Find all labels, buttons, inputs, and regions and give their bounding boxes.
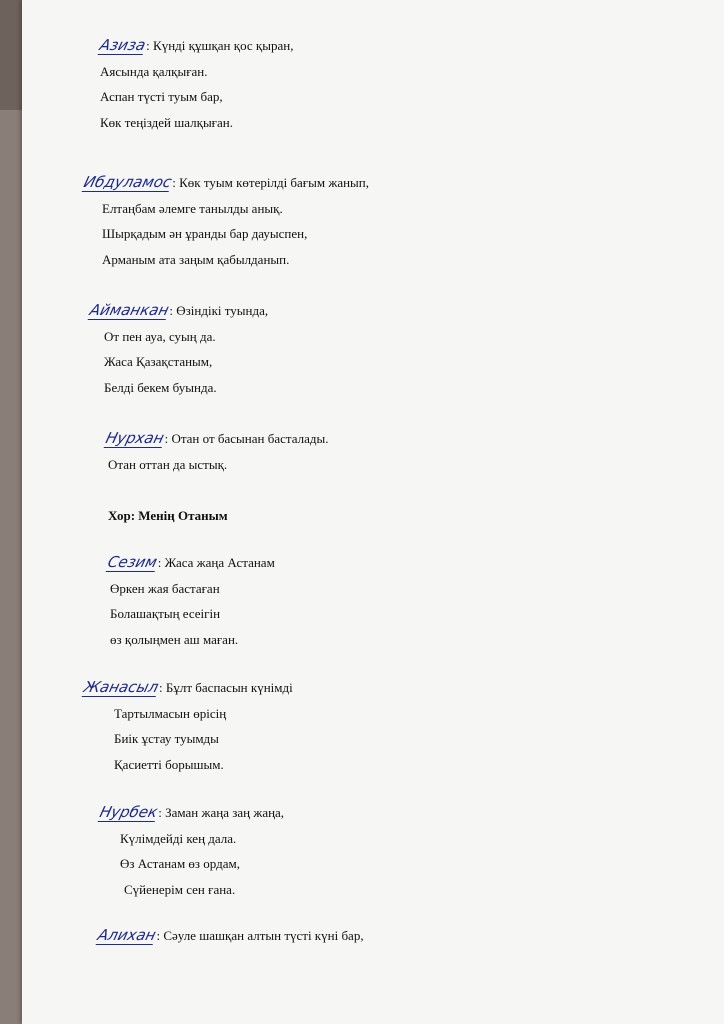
verse-line: Аспан түсті туым бар, [100, 89, 223, 104]
verse-line: Белді бекем буында. [104, 379, 217, 395]
paper-sheet [22, 0, 724, 1024]
verse-line: Өркен жая бастаған [110, 580, 220, 596]
stanza-8 [95, 923, 364, 949]
verse-text: Сәуле шашқан алтын түсті күні бар, [163, 928, 364, 943]
stanza-6 [81, 675, 293, 777]
verse-line: Өз Астанам өз ордам, [120, 856, 240, 871]
stanza-7 [97, 800, 285, 902]
stanza-3 [87, 298, 269, 400]
verse-text: Өзіндікі туында, [176, 303, 269, 318]
verse-line: Жаса Қазақстаным, [104, 354, 213, 369]
stanza-1 [97, 33, 294, 135]
speaker-signature: Алихан [95, 926, 158, 944]
verse-line [106, 477, 328, 503]
verse-line: Отан оттан да ыстық. [108, 456, 228, 472]
verse-line: Азиза: Күнді құшқан қос қыран, [97, 36, 294, 54]
speaker-signature: Нурбек [97, 803, 160, 821]
verse-text: Көк туым көтерілді бағым жанып, [179, 175, 370, 190]
verse-line: Болашақтың есеігін [110, 606, 221, 621]
verse-line: Айманкан: Өзіндікі туында, [87, 301, 269, 319]
verse-line: Биік ұстау туымды [114, 731, 219, 746]
stanza-4 [103, 426, 329, 528]
verse-text: Күнді құшқан қос қыран, [153, 38, 294, 53]
verse-line: Аясында қалқыған. [100, 63, 208, 79]
verse-line: өз қолыңмен аш маған. [110, 631, 239, 647]
verse-line: Елтаңбам әлемге танылды анық. [102, 200, 283, 216]
verse-line: От пен ауа, суың да. [104, 328, 216, 344]
verse-line: Тартылмасын өрісің [114, 705, 227, 721]
speaker-signature: Нурхан [103, 429, 166, 447]
speaker-signature: Сезим [105, 553, 160, 571]
verse-line: Нурбек: Заман жаңа заң жаңа, [97, 803, 285, 821]
stanza-5 [105, 550, 275, 652]
verse-text: Отан от басынан басталады. [171, 431, 329, 446]
verse-line: Арманым ата заңым қабылданып. [102, 251, 290, 267]
speaker-signature: Жанасыл [81, 678, 161, 696]
speaker-signature: Айманкан [87, 301, 171, 319]
verse-line: Сүйенерім сен ғана. [124, 881, 236, 897]
speaker-signature: Ибдуламос [81, 173, 174, 191]
speaker-signature: Азиза [97, 36, 148, 54]
verse-line: Жанасыл: Бұлт баспасын күнімді [81, 678, 293, 696]
verse-line: Сезим: Жаса жаңа Астанам [105, 553, 275, 571]
verse-line: Көк теңіздей шалқыған. [100, 114, 233, 130]
verse-text: Жаса жаңа Астанам [164, 555, 275, 570]
stanza-2 [81, 170, 370, 272]
verse-line: Күлімдейді кең дала. [120, 830, 237, 846]
verse-text: Бұлт баспасын күнімді [165, 680, 293, 695]
verse-line: Нурхан: Отан от басынан басталады. [103, 429, 329, 447]
verse-line: Ибдуламос: Көк туым көтерілді бағым жанып, [81, 173, 370, 191]
verse-text: Заман жаңа заң жаңа, [165, 805, 285, 820]
verse-line: Алихан: Сәуле шашқан алтын түсті күні бар, [95, 926, 364, 944]
chorus-line: Хор: Менің Отаным [108, 507, 228, 523]
verse-line: Қасиетті борышым. [114, 756, 224, 772]
verse-line: Шырқадым ән ұранды бар дауыспен, [102, 226, 308, 241]
